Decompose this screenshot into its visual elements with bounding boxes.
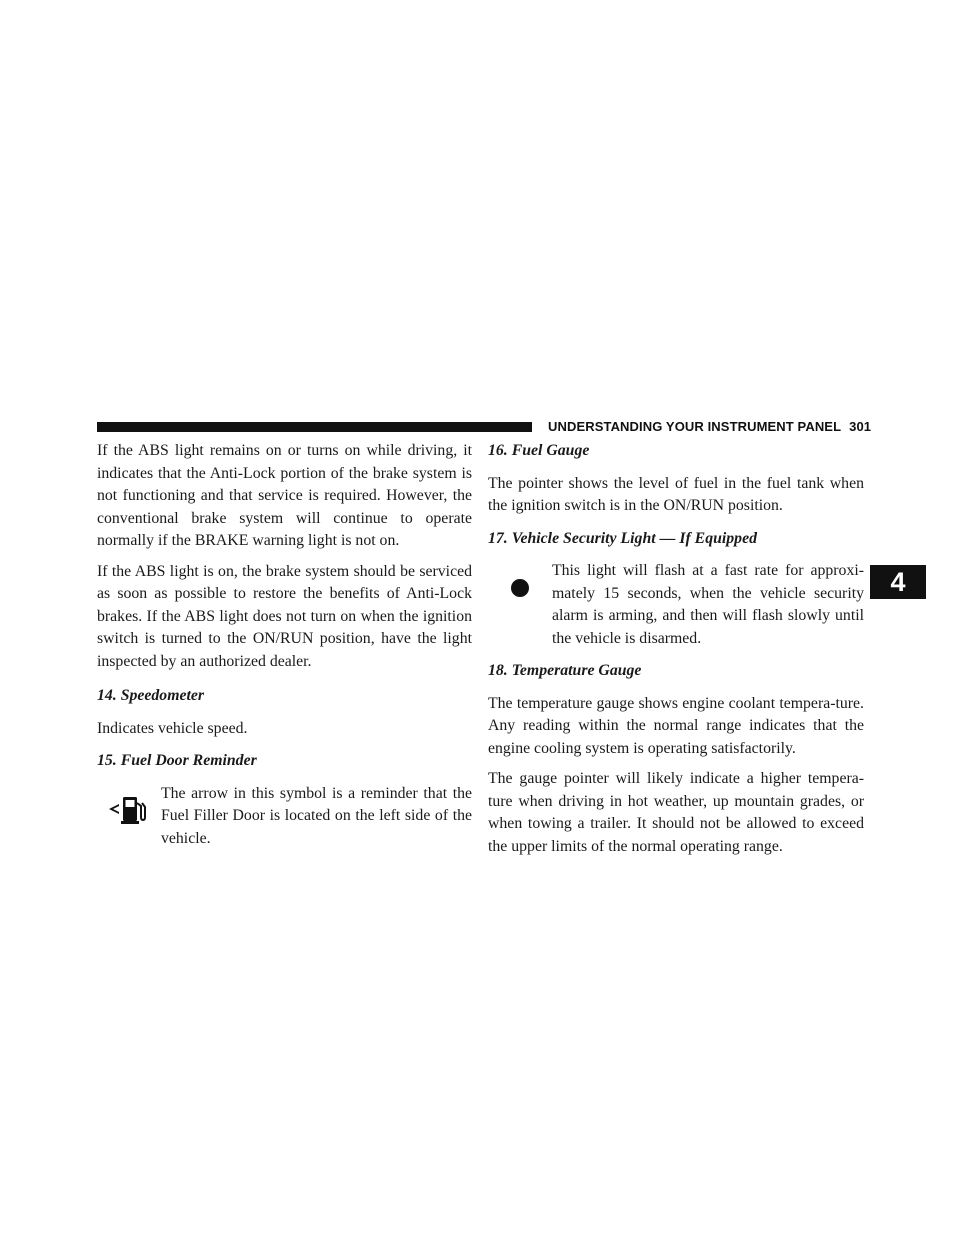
- heading-speedometer: 14. Speedometer: [97, 687, 205, 704]
- heading-fuel-door-reminder: 15. Fuel Door Reminder: [97, 752, 257, 769]
- header-rule: [97, 422, 532, 432]
- page-number: 301: [849, 419, 872, 434]
- temperature-paragraph-1: The temperature gauge shows engine coolant tempera-ture. Any reading within the normal range indicates that the engine cooling system is operating satisfactorily.: [488, 694, 864, 757]
- left-column: [97, 440, 472, 860]
- abs-paragraph-2: If the ABS light is on, the brake system should be serviced as soon as possible to restore the benefits of Anti-Lock brakes. If the ABS light does not turn on when the ignition switch is turned to the ON/RUN position, have the light inspected by an authorized dealer.: [97, 562, 472, 670]
- abs-paragraph-1: If the ABS light remains on or turns on while driving, it indicates that the Anti-Lock portion of the brake system is not functioning and that service is required. However, the conventional brake system will continue to operate normally if the BRAKE warning light is not on.: [97, 442, 472, 549]
- heading-vehicle-security-light: 17. Vehicle Security Light — If Equipped: [488, 529, 757, 547]
- security-light-row: [488, 560, 864, 650]
- header-title: UNDERSTANDING YOUR INSTRUMENT PANEL: [548, 419, 842, 434]
- temperature-paragraph-2: The gauge pointer will likely indicate a higher tempera-ture when driving in hot weather, up mountain grades, or when towing a trailer. It should not be allowed to exceed the upper limits of the normal operating range.: [488, 770, 864, 855]
- fuel-door-row: [97, 783, 472, 851]
- heading-fuel-gauge: 16. Fuel Gauge: [488, 442, 590, 459]
- speedometer-paragraph: Indicates vehicle speed.: [97, 719, 248, 737]
- heading-temperature-gauge: 18. Temperature Gauge: [488, 662, 642, 679]
- right-column: [488, 440, 864, 866]
- security-light-icon: [510, 578, 530, 598]
- running-header: [548, 419, 871, 434]
- security-light-paragraph: This light will flash at a fast rate for approxi-mately 15 seconds, when the vehicle security alarm is arming, and then will flash slowly until the vehicle is disarmed.: [552, 562, 864, 647]
- chapter-tab: 4: [870, 565, 926, 599]
- fuel-gauge-paragraph: The pointer shows the level of fuel in the fuel tank when the ignition switch is in the ON/RUN position.: [488, 474, 864, 514]
- fuel-door-paragraph: The arrow in this symbol is a reminder that the Fuel Filler Door is located on the left side of the vehicle.: [161, 784, 472, 847]
- fuel-pump-icon: [107, 793, 151, 827]
